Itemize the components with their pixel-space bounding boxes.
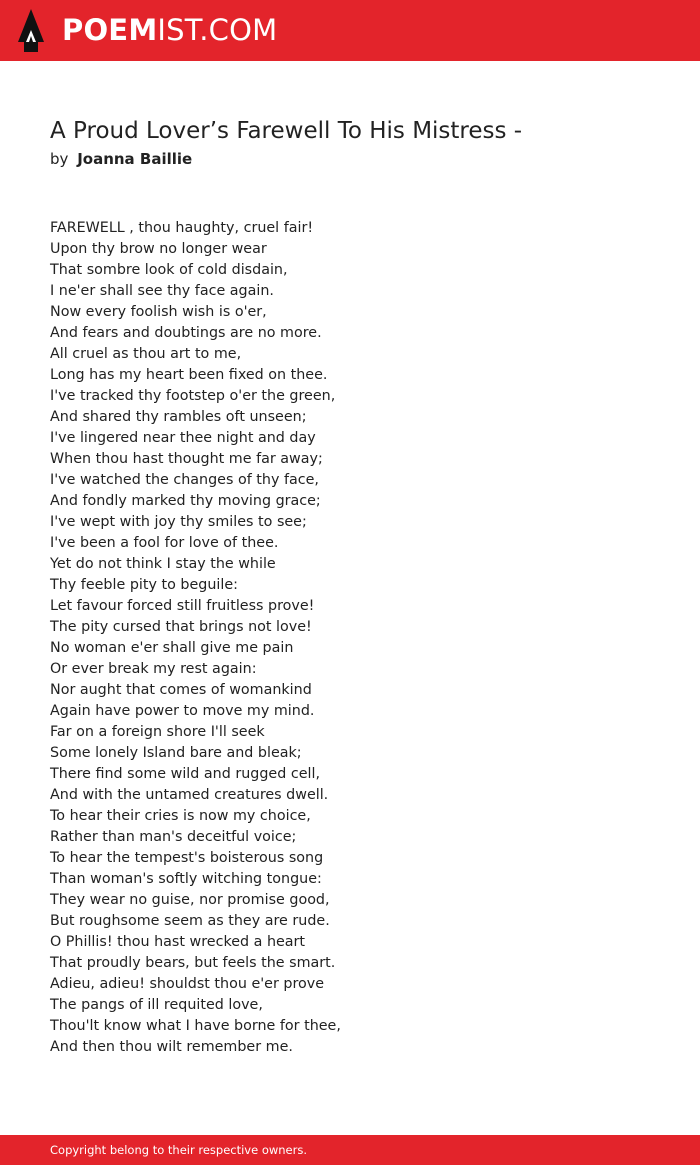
by-label: by (50, 150, 69, 168)
poem-line: Far on a foreign shore I'll seek (50, 724, 265, 740)
pencil-logo-icon[interactable] (18, 9, 44, 52)
poem-line: Nor aught that comes of womankind (50, 682, 312, 698)
poem-line: Upon thy brow no longer wear (50, 241, 267, 257)
poem-line: Or ever break my rest again: (50, 661, 257, 677)
poem-line: Rather than man's deceitful voice; (50, 829, 297, 845)
poem-line: They wear no guise, nor promise good, (50, 892, 330, 908)
poem-line: All cruel as thou art to me, (50, 346, 242, 362)
poem-line: I've lingered near thee night and day (50, 430, 316, 446)
poem-line: To hear the tempest's boisterous song (50, 850, 324, 866)
poem-line: I've wept with joy thy smiles to see; (50, 514, 307, 530)
brand-bold: POEM (62, 13, 158, 47)
poem-line: Thy feeble pity to beguile: (50, 577, 238, 593)
poem-line: Yet do not think I stay the while (50, 556, 276, 572)
poem-line: That proudly bears, but feels the smart. (50, 955, 336, 971)
site-header (0, 0, 700, 61)
copyright-text: Copyright belong to their respective owners. (50, 1143, 308, 1157)
poem-line: No woman e'er shall give me pain (50, 640, 294, 656)
poem-line: I ne'er shall see thy face again. (50, 283, 274, 299)
poem-line: Than woman's softly witching tongue: (50, 871, 322, 887)
byline (50, 148, 192, 170)
poem-line: Thou'lt know what I have borne for thee, (50, 1018, 341, 1034)
poem-line: That sombre look of cold disdain, (50, 262, 288, 278)
poem-line: But roughsome seem as they are rude. (50, 913, 330, 929)
poem-line: I've tracked thy footstep o'er the green, (50, 388, 336, 404)
poem-body (50, 218, 650, 1058)
brand-light: IST.COM (157, 13, 278, 47)
poem-line: The pangs of ill requited love, (50, 997, 263, 1013)
site-footer (0, 1135, 700, 1165)
poem-line: The pity cursed that brings not love! (50, 619, 312, 635)
poem-line: And then thou wilt remember me. (50, 1039, 293, 1055)
poem-line: FAREWELL , thou haughty, cruel fair! (50, 220, 314, 236)
poem-line: When thou hast thought me far away; (50, 451, 323, 467)
poem-line: And fondly marked thy moving grace; (50, 493, 321, 509)
poem-line: Long has my heart been fixed on thee. (50, 367, 328, 383)
author-name: Joanna Baillie (77, 150, 193, 168)
poem-line: And fears and doubtings are no more. (50, 325, 322, 341)
poem-line: I've watched the changes of thy face, (50, 472, 319, 488)
poem-line: There find some wild and rugged cell, (50, 766, 320, 782)
poem-line: Again have power to move my mind. (50, 703, 315, 719)
poem-line: Let favour forced still fruitless prove! (50, 598, 315, 614)
poem-line: And shared thy rambles oft unseen; (50, 409, 307, 425)
poem-line: And with the untamed creatures dwell. (50, 787, 329, 803)
poem-line: To hear their cries is now my choice, (50, 808, 311, 824)
poem-line: Adieu, adieu! shouldst thou e'er prove (50, 976, 325, 992)
site-logo-text[interactable] (62, 10, 277, 50)
poem-title: A Proud Lover’s Farewell To His Mistress - (50, 118, 523, 144)
poem-line: Some lonely Island bare and bleak; (50, 745, 302, 761)
poem-line: I've been a fool for love of thee. (50, 535, 279, 551)
poem-line: Now every foolish wish is o'er, (50, 304, 267, 320)
poem-line: O Phillis! thou hast wrecked a heart (50, 934, 306, 950)
